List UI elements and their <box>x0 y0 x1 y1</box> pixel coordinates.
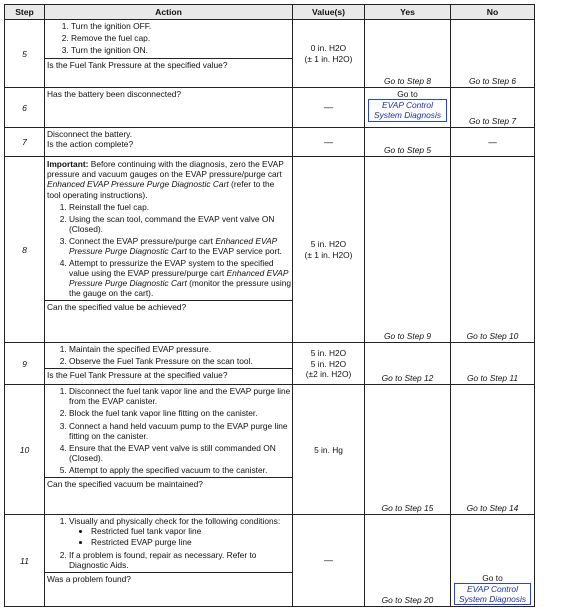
action-steps <box>47 21 290 55</box>
action-cell <box>45 515 293 607</box>
action-step: 3. Connect a hand held vacuum pump to the EVAP purge line fitting on the canister. <box>69 421 292 441</box>
no-cell: Go to Step 6 <box>451 20 535 88</box>
value-cell <box>293 385 365 515</box>
no-cell <box>451 515 535 607</box>
no-go-to: Go to <box>482 573 503 584</box>
action-question: Can the specified value be achieved? <box>45 300 292 312</box>
action-step: 2. Remove the fuel cap. <box>71 33 290 43</box>
step-number: 11 <box>5 515 45 607</box>
tool-name: Enhanced EVAP Pressure Purge Diagnostic Cart <box>69 268 289 289</box>
no-cell: Go to Step 10 <box>451 157 535 343</box>
action-step: 4. Ensure that the EVAP vent valve is still commanded ON (Closed). <box>69 443 292 463</box>
action-question: Can the specified vacuum be maintained? <box>45 477 292 489</box>
action-text: Disconnect the battery. <box>47 129 133 140</box>
value-cell <box>293 343 365 385</box>
action-steps <box>45 344 292 366</box>
yes-cell: Go to Step 5 <box>365 128 451 157</box>
yes-cell: Go to Step 9 <box>365 157 451 343</box>
step-number: 9 <box>5 343 45 385</box>
diagnostic-table <box>4 4 535 607</box>
action-question: Is the Fuel Tank Pressure at the specified value? <box>45 368 292 380</box>
value-text: 5 in. H2O <box>310 358 347 369</box>
action-cell <box>45 88 293 128</box>
value-text: 0 in. H2O <box>310 43 347 54</box>
action-step: 2. Block the fuel tank vapor line fitting on the canister. <box>69 408 292 418</box>
header-no: No <box>451 5 535 20</box>
value-text: 5 in. H2O <box>310 348 347 359</box>
yes-cell: Go to Step 15 <box>365 385 451 515</box>
header-values: Value(s) <box>293 5 365 20</box>
yes-cell: Go to Step 12 <box>365 343 451 385</box>
no-cell: Go to Step 7 <box>451 88 535 128</box>
table-header-row <box>5 5 535 20</box>
action-cell <box>45 128 293 157</box>
header-step: Step <box>5 5 45 20</box>
condition-list <box>69 526 292 547</box>
action-step-text: Visually and physically check for the following conditions: <box>69 516 281 527</box>
step-number: 8 <box>5 157 45 343</box>
action-steps <box>45 202 292 299</box>
yes-cell <box>365 88 451 128</box>
action-cell <box>45 20 293 88</box>
action-step: 5. Attempt to apply the specified vacuum to the canister. <box>69 465 292 475</box>
action-step: 2. If a problem is found, repair as necessary. Refer to Diagnostic Aids. <box>69 550 292 570</box>
value-text: 5 in. Hg <box>314 444 343 455</box>
no-cell: Go to Step 14 <box>451 385 535 515</box>
header-yes: Yes <box>365 5 451 20</box>
table-row <box>5 515 535 607</box>
table-row <box>5 385 535 515</box>
value-text: — <box>324 136 333 147</box>
action-step <box>69 516 292 547</box>
action-step <box>69 258 292 298</box>
step-number: 10 <box>5 385 45 515</box>
tool-name: Enhanced EVAP Pressure Purge Diagnostic Cart <box>47 179 229 190</box>
action-cell <box>45 157 293 343</box>
important-text: Before continuing with the diagnosis, zero the EVAP pressure and vacuum gauges on the EVAP pressure/purge cart <box>47 159 284 180</box>
value-cell <box>293 20 365 88</box>
action-question: Is the Fuel Tank Pressure at the specified value? <box>45 58 292 70</box>
value-text: — <box>324 102 333 113</box>
action-step-text: Connect the EVAP pressure/purge cart <box>69 235 216 246</box>
value-cell <box>293 128 365 157</box>
action-step: 1. Disconnect the fuel tank vapor line and the EVAP purge line from the EVAP canister. <box>69 386 292 406</box>
action-question: Is the action complete? <box>47 139 134 150</box>
table-row <box>5 88 535 128</box>
action-question: Was a problem found? <box>45 572 292 584</box>
yes-cell: Go to Step 8 <box>365 20 451 88</box>
action-question: Has the battery been disconnected? <box>47 89 182 100</box>
tool-name: Enhanced EVAP Pressure Purge Diagnostic Cart <box>69 235 277 256</box>
header-action: Action <box>45 5 293 20</box>
value-tolerance: (± 1 in. H2O) <box>304 53 353 64</box>
value-tolerance: (± 1 in. H2O) <box>304 249 353 260</box>
value-cell <box>293 515 365 607</box>
evap-diagnosis-link[interactable]: EVAP Control System Diagnosis <box>368 99 447 121</box>
action-cell <box>45 385 293 515</box>
action-step: 2. Observe the Fuel Tank Pressure on the scan tool. <box>69 356 292 366</box>
step-number: 5 <box>5 20 45 88</box>
action-step: 3. Turn the ignition ON. <box>71 45 290 55</box>
condition-item: • Restricted EVAP purge line <box>91 537 292 547</box>
action-cell <box>45 343 293 385</box>
important-note <box>45 158 292 201</box>
action-step-text: to the EVAP service port. <box>186 245 282 256</box>
value-cell <box>293 157 365 343</box>
action-step: 1. Reinstall the fuel cap. <box>69 202 292 212</box>
important-label: Important: <box>47 159 89 170</box>
table-row <box>5 128 535 157</box>
action-step-text: Attempt to pressurize the EVAP system to the specified value using the EVAP pressure/purge cart <box>69 258 274 279</box>
evap-diagnosis-link[interactable]: EVAP Control System Diagnosis <box>454 583 531 605</box>
action-steps <box>45 386 292 475</box>
table-row <box>5 20 535 88</box>
value-text: — <box>324 555 333 566</box>
action-steps <box>45 516 292 569</box>
step-number: 7 <box>5 128 45 157</box>
important-text: (refer to the tool operating instructions). <box>47 179 275 200</box>
table-row <box>5 157 535 343</box>
value-text: 5 in. H2O <box>310 239 347 250</box>
no-cell: Go to Step 11 <box>451 343 535 385</box>
yes-go-to: Go to <box>397 89 418 100</box>
action-step: 1. Turn the ignition OFF. <box>71 21 290 31</box>
value-tolerance: (±2 in. H2O) <box>305 369 352 380</box>
action-step <box>69 236 292 256</box>
table-row <box>5 343 535 385</box>
action-step: 1. Maintain the specified EVAP pressure. <box>69 344 292 354</box>
step-number: 6 <box>5 88 45 128</box>
condition-item: • Restricted fuel tank vapor line <box>91 526 292 536</box>
value-cell <box>293 88 365 128</box>
no-cell: — <box>451 128 535 157</box>
yes-cell: Go to Step 20 <box>365 515 451 607</box>
action-step: 2. Using the scan tool, command the EVAP vent valve ON (Closed). <box>69 214 292 234</box>
action-step-text: (monitor the pressure using the gauge on the cart). <box>69 278 292 299</box>
